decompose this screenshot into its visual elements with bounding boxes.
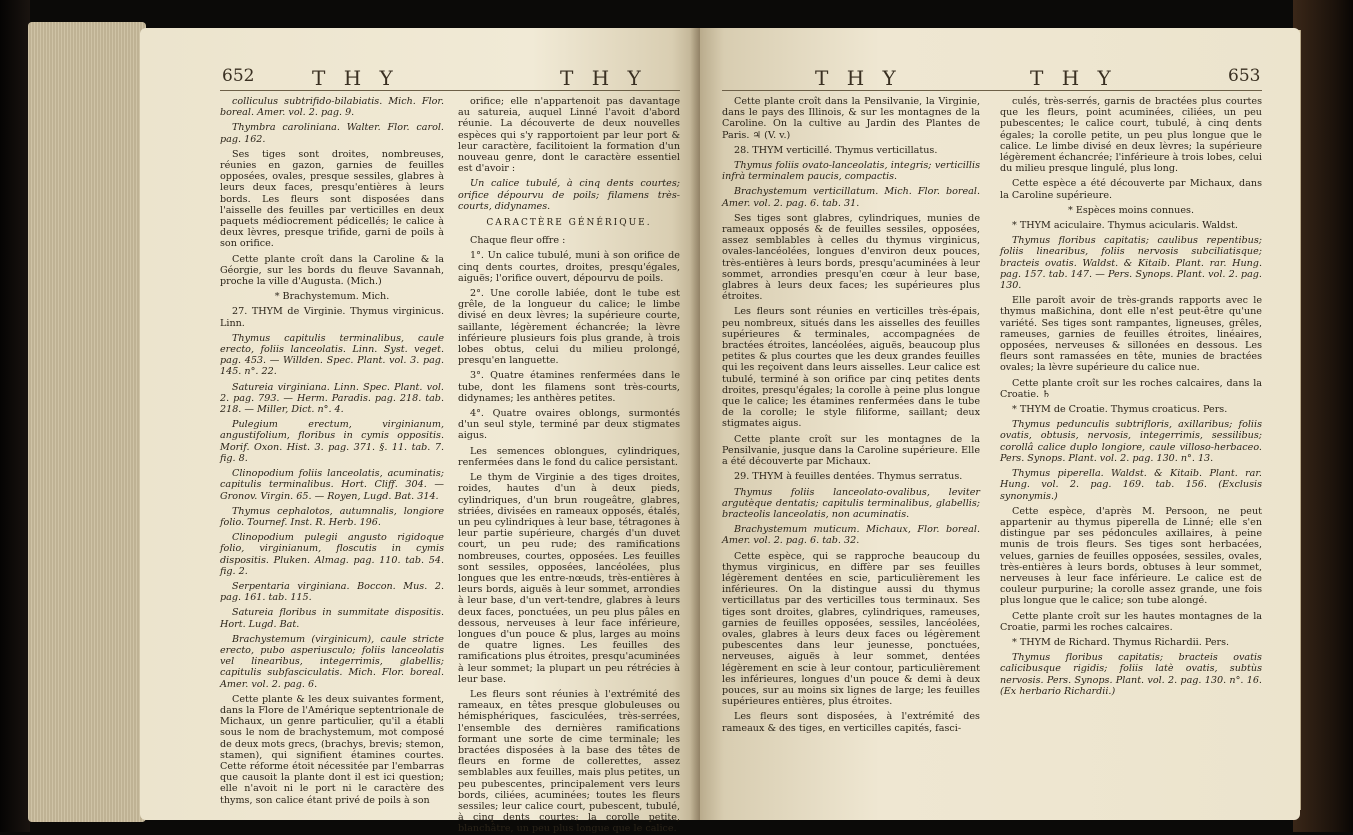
paragraph: Chaque fleur offre : — [470, 235, 566, 247]
head-rule-left — [220, 90, 680, 91]
paragraph: Ses tiges sont glabres, cylindriques, munies de rameaux opposés & de feuilles sessiles, opposées, assez semblables à celles du thymus virginicus, ovales-lancéolées, longues d'environ deux pouces, très-entières à leurs bords, presqu'acuminées à leur sommet, arrondies presqu'en cœur à leur base, glabres à leurs deux faces; les supérieures plus étroites. — [722, 212, 980, 303]
paragraph: Satureia floribus in summitate dispositis. Hort. Lugd. Bat. — [220, 607, 444, 630]
page-number-right: 653 — [1228, 66, 1261, 86]
left-column-2 — [458, 96, 680, 835]
paragraph: 1°. Un calice tubulé, muni à son orifice de cinq dents courtes, droites, presqu'égales, aiguës; l'orifice ouvert, dépourvu de poils. — [458, 250, 680, 284]
paragraph: Thymus foliis ovato-lanceolatis, integris; verticillis infrà terminalem paucis, compactis. — [722, 160, 980, 183]
paragraph: Les semences oblongues, cylindriques, renfermées dans le fond du calice persistant. — [458, 445, 680, 468]
paragraph: Thymbra caroliniana. Walter. Flor. carol. pag. 162. — [220, 122, 444, 145]
book-cover-right — [1293, 0, 1353, 832]
paragraph: Les fleurs sont réunies à l'extrémité des rameaux, en têtes presque globuleuses ou hémisphériques, fasciculées, très-serrées, l'ensemble des dernières ramifications formant une sorte de cime terminale; les bractées disposées à la base des têtes de fleurs en forme de collerettes, assez semblables aux feuilles, mais plus petites, un peu pubescentes, principalement vers leurs bords, ciliées, acuminées; toutes les fleurs sessiles; leur calice court, pubescent, tubulé, à cinq dents courtes; la corolle petite, blanchâtre, un peu plus longue que le calice. — [458, 688, 680, 835]
paragraph: Serpentaria virginiana. Boccon. Mus. 2. pag. 161. tab. 115. — [220, 580, 444, 604]
paragraph: colliculus subtrifido-bilabiatis. Mich. Flor. boreal. Amer. vol. 2. pag. 9. — [220, 96, 444, 119]
paragraph: 2°. Une corolle labiée, dont le tube est grêle, de la longueur du calice; le limbe divisé en deux lèvres; la supérieure courte, saillante, légèrement échancrée; la lèvre inférieure plusieurs fois plus grande, à trois lobes obtus, celui du milieu prolongé, presqu'en languette. — [458, 288, 680, 367]
paragraph: orifice; elle n'appartenoit pas davantage au satureia, auquel Linné l'avoit d'abord réunie. La découverte de deux nouvelles espèces qui s'y rapportoient par leur port & leur caractère, facilitoient la formation d'un nouveau genre, dont le caractère essentiel est d'avoir : — [458, 96, 680, 175]
paragraph: Thymus floribus capitatis; caulibus repentibus; foliis linearibus, foliis nervosis subciliatisque; bracteis ovatis. Waldst. & Kitaib. Plant. rar. Hung. pag. 157. tab. 147. — Pers. Synops. Plant. vol. 2. pag. 130. — [1000, 235, 1262, 292]
paragraph: Cette plante croît sur les roches calcaires, dans la Croatie. ♄ — [1000, 377, 1262, 400]
paragraph: Brachystemum verticillatum. Mich. Flor. boreal. Amer. vol. 2. pag. 6. tab. 31. — [722, 186, 980, 209]
paragraph: * THYM aciculaire. Thymus acicularis. Waldst. — [1012, 220, 1238, 232]
paragraph: 4°. Quatre ovaires oblongs, surmontés d'un seul style, terminé par deux stigmates aigus. — [458, 408, 680, 442]
paragraph: Cette plante croît sur les montagnes de la Pensilvanie, jusque dans la Caroline supérieure. Elle a été découverte par Michaux. — [722, 433, 980, 468]
paragraph: Cette espèce, qui se rapproche beaucoup du thymus virginicus, en diffère par ses feuilles légèrement dentées en scie, particulièrement les inférieures. On la distingue aussi du thymus verticillatus par des verticilles tous terminaux. Ses tiges sont droites, glabres, cylindriques, rameuses, garnies de feuilles opposées, sessiles, lancéolées, ovales, glabres à leurs deux faces ou légèrement pubescentes dans leur jeunesse, ponctuées, nerveuses, aiguës à leur sommet, dentées légèrement en scie à leur contour, particulièrement les inférieures, longues d'un pouce & demi à deux pouces, sur au moins six lignes de large; les feuilles supérieures entières, plus étroites. — [722, 550, 980, 708]
paragraph: Un calice tubulé, à cinq dents courtes; orifice dépourvu de poils; filamens très-courts, didynames. — [458, 178, 680, 212]
paragraph: Thymus foliis lanceolato-ovalibus, leviter argutèque dentatis; capitulis terminalibus, glabellis; bracteolis lanceolatis, non acuminatis. — [722, 486, 980, 520]
paragraph: Le thym de Virginie a des tiges droites, roides, hautes d'un à deux pieds, cylindriques, d'un brun rougeâtre, glabres, striées, divisées en rameaux opposés, étalés, un peu cylindriques à leur base, tétragones à leur partie supérieure, chargés d'un duvet court, un peu rude; des ramifications nombreuses, courtes, opposées. Les feuilles sont sessiles, opposées, lancéolées, plus longues que les entre-nœuds, très-entières à leurs bords, aiguës à leur sommet, arrondies à leur base, d'un vert-tendre, glabres à leurs deux faces, ponctuées, un peu plus pâles en dessous, nerveuses à leur face inférieure, longues d'un pouce & plus, larges au moins de quatre lignes. Les feuilles des ramifications plus étroites, presqu'acuminées à leur sommet; la plupart un peu rétrécies à leur base. — [458, 472, 680, 685]
paragraph: Thymus piperella. Waldst. & Kitaib. Plant. rar. Hung. vol. 2. pag. 169. tab. 156. (Exclusis synonymis.) — [1000, 468, 1262, 502]
paragraph: 28. THYM verticillé. Thymus verticillatus. — [734, 144, 938, 156]
paragraph: * THYM de Richard. Thymus Richardii. Pers. — [1012, 636, 1230, 648]
paragraph: Cette plante croît sur les hautes montagnes de la Croatie, parmi les roches calcaires. — [1000, 610, 1262, 633]
paragraph: * Espèces moins connues. — [1067, 204, 1195, 216]
running-head-left-b: T H Y — [560, 66, 647, 90]
running-head-right-b: T H Y — [1030, 66, 1117, 90]
paragraph: Cette espèce a été découverte par Michaux, dans la Caroline supérieure. — [1000, 178, 1262, 201]
right-column-2 — [1000, 96, 1262, 806]
paragraph: 29. THYM à feuilles dentées. Thymus serratus. — [734, 471, 963, 483]
left-column-1 — [220, 96, 444, 806]
paragraph: * THYM de Croatie. Thymus croaticus. Pers. — [1012, 404, 1228, 416]
paragraph: Clinopodium pulegii angusto rigidoque folio, virginianum, floscutis in cymis dispositis. Pluken. Almag. pag. 110. tab. 54. fig. 2. — [220, 532, 444, 577]
paragraph: Brachystemum (virginicum), caule stricte erecto, pubo asperiusculo; foliis lanceolatis vel linearibus, integerrimis, glabellis; capitulis subfasciculatis. Mich. Flor. boreal. Amer. vol. 2. pag. 6. — [220, 633, 444, 690]
running-head-right-a: T H Y — [815, 66, 902, 90]
paragraph: Pulegium erectum, virginianum, angustifolium, floribus in cymis oppositis. Morif. Oxon. Hist. 3. pag. 371. §. 11. tab. 7. fig. 8. — [220, 419, 444, 464]
paragraph: Les fleurs sont réunies en verticilles très-épais, peu nombreux, situés dans les aisselles des feuilles supérieures & terminales, accompagnées de bractées étroites, lancéolées, aiguës, beaucoup plus petites & plus courtes que les deux grandes feuilles qui les reçoivent dans leurs aisselles. Leur calice est tubulé, terminé à son orifice par cinq petites dents droites, presqu'égales; la corolle à peine plus longue que le calice; les étamines renfermées dans le tube de la corolle; le style filiforme, saillant; deux stigmates aigus. — [722, 306, 980, 430]
paragraph: 27. THYM de Virginie. Thymus virginicus. Linn. — [220, 306, 444, 329]
running-head-left-a: T H Y — [312, 66, 399, 90]
paragraph: Thymus capitulis terminalibus, caule erecto, foliis lanceolatis. Linn. Syst. veget. pag. 453. — Willden. Spec. Plant. vol. 3. pag. 145. n°. 22. — [220, 332, 444, 378]
paragraph: * Brachystemum. Mich. — [274, 291, 390, 303]
paragraph: Clinopodium foliis lanceolatis, acuminatis; capitulis terminalibus. Hort. Cliff. 304. — Gronov. Virgin. 65. — Royen, Lugd. Bat. 314. — [220, 468, 444, 502]
paragraph: culés, très-serrés, garnis de bractées plus courtes que les fleurs, point acuminées, ciliées, un peu pubescentes; le calice court, tubulé, à cinq dents égales; la corolle petite, un peu plus longue que le calice. Le limbe divisé en deux lèvres; la supérieure légèrement échancrée; l'inférieure à trois lobes, celui du milieu presque lingulé, plus long. — [1000, 96, 1262, 175]
book-cover-left — [0, 0, 30, 832]
paragraph: Thymus pedunculis subtrifloris, axillaribus; foliis ovatis, obtusis, nervosis, integerrimis, sessilibus; corollâ calice duplo longiore, caule villoso-herbaceo. Pers. Synops. Plant. vol. 2. pag. 130. n°. 13. — [1000, 419, 1262, 464]
paragraph: Brachystemum muticum. Michaux, Flor. boreal. Amer. vol. 2. pag. 6. tab. 32. — [722, 524, 980, 547]
paragraph: Thymus cephalotos, autumnalis, longiore folio. Tournef. Inst. R. Herb. 196. — [220, 505, 444, 528]
right-column-1 — [722, 96, 980, 806]
paragraph: Cette espèce, d'après M. Persoon, ne peut appartenir au thymus piperella de Linné; elle s'en distingue par ses pédoncules axillaires, à peine munis de trois fleurs. Ses tiges sont herbacées, velues, garnies de feuilles opposées, sessiles, ovales, très-entières à leurs bords, obtuses à leur sommet, nerveuses à leur face inférieure. Le calice est de couleur purpurine; la corolle assez grande, une fois plus longue que le calice; son tube alongé. — [1000, 505, 1262, 607]
paragraph: Les fleurs sont disposées, à l'extrémité des rameaux & des tiges, en verticilles capités, fasci- — [722, 711, 980, 734]
head-rule-right — [722, 90, 1262, 91]
paragraph: Elle paroît avoir de très-grands rapports avec le thymus maßichina, dont elle n'est peut-être qu'une variété. Ses tiges sont rampantes, ligneuses, grêles, rameuses, garnies de feuilles étroites, linéaires, opposées, nerveuses & sillonées en dessous. Les fleurs sont ramassées en tête, munies de bractées ovales; la lèvre supérieure du calice nue. — [1000, 295, 1262, 374]
paragraph: Cette plante croît dans la Pensilvanie, la Virginie, dans le pays des Illinois, & sur les montagnes de la Caroline. On la cultive au Jardin des Plantes de Paris. ♃ (V. v.) — [722, 96, 980, 141]
paragraph: Cette plante & les deux suivantes forment, dans la Flore de l'Amérique septentrionale de Michaux, un genre particulier, qu'il a établi sous le nom de brachystemum, mot composé de deux mots grecs, (brachys, brevis; stemon, stamen), qui signifient étamines courtes. Cette réforme étoit nécessitée par l'embarras que causoit la plante dont il est ici question; elle n'avoit ni le port ni le caractère des thyms, son calice étant privé de poils à son — [220, 693, 444, 806]
left-page — [140, 28, 700, 835]
paragraph: CARACTÈRE GÉNÉRIQUE. — [486, 218, 652, 229]
paragraph: Ses tiges sont droites, nombreuses, réunies en gazon, garnies de feuilles opposées, ovales, presque sessiles, glabres à leurs deux faces, presqu'entières à leurs bords. Les fleurs sont disposées dans l'aisselle des feuilles par verticilles en deux paquets médiocrement pédicellés; le calice à deux lèvres, presque trifide, garni de poils à son orifice. — [220, 148, 444, 250]
right-page — [700, 28, 1300, 820]
paragraph: 3°. Quatre étamines renfermées dans le tube, dont les filamens sont très-courts, didynames; les anthères petites. — [458, 370, 680, 404]
paragraph: Satureia virginiana. Linn. Spec. Plant. vol. 2. pag. 793. — Herm. Paradis. pag. 218. tab. 218. — Miller, Dict. n°. 4. — [220, 381, 444, 416]
paragraph: Cette plante croît dans la Caroline & la Géorgie, sur les bords du fleuve Savannah, proche la ville d'Augusta. (Mich.) — [220, 253, 444, 288]
page-stack-left — [28, 22, 146, 822]
paragraph: Thymus floribus capitatis; bracteis ovatis calicibusque rigidis; foliis latè ovatis, subtùs nervosis. Pers. Synops. Plant. vol. 2. pag. 130. n°. 16. (Ex herbario Richardii.) — [1000, 652, 1262, 697]
page-number-left: 652 — [222, 66, 255, 86]
